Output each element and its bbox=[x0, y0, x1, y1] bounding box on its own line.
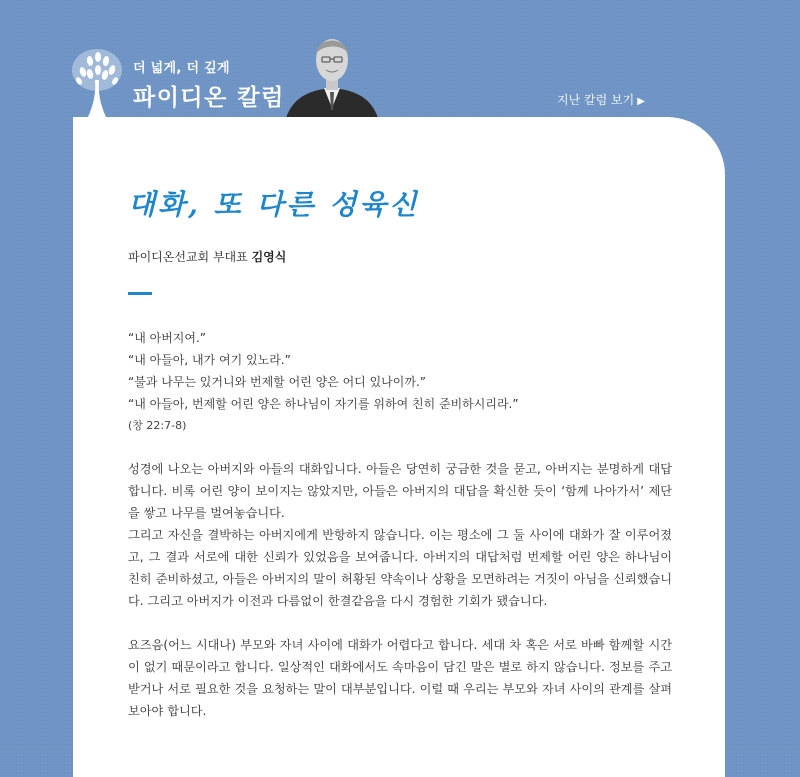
verse-line: “불과 나무는 있거니와 번제할 어린 양은 어디 있나이까.” bbox=[128, 375, 426, 389]
column-title: 파이디온 칼럼 bbox=[133, 85, 285, 111]
verse-line: “내 아버지여.” bbox=[128, 331, 207, 345]
author-name: 김영식 bbox=[251, 250, 287, 264]
verse-reference: (창 22:7-8) bbox=[128, 419, 187, 432]
verse-line: “내 아들아, 번제할 어린 양은 하나님이 자기를 위하여 친히 준비하시리라.” bbox=[128, 397, 519, 411]
triangle-right-icon: ▶ bbox=[637, 96, 645, 107]
paragraph: 그리고 자신을 결박하는 아버지에게 반항하지 않습니다. 이는 평소에 그 둘 사이에 대화가 잘 이루어졌고, 그 결과 서로에 대한 신뢰가 있었음을 보여줍니다. 아버지의 대답처럼 번제할 어린 양은 하나님이 친히 준비하셨고, 아들은 아버지의 말이 허황된 약속이나 상황을 모면하려는 거짓이 아님을 신뢰했습니다. 그리고 아버지가 이전과 다름없이 한결같음을 다시 경험한 기회가 됐습니다. bbox=[128, 528, 672, 608]
past-columns-link[interactable] bbox=[557, 91, 645, 108]
column-tagline: 더 넓게, 더 깊게 bbox=[133, 61, 230, 76]
paragraph: 요즈음(어느 시대나) 부모와 자녀 사이에 대화가 어렵다고 합니다. 세대 차 혹은 서로 바빠 함께할 시간이 없기 때문이라고 합니다. 일상적인 대화에서도 속마음이 담긴 말은 별로 하지 않습니다. 정보를 주고받거나 서로 필요한 것을 요청하는 말이 대부분입니다. 이럴 때 우리는 부모와 자녀 사이의 관계를 살펴보아야 합니다. bbox=[128, 638, 672, 718]
past-columns-label: 지난 칼럼 보기 bbox=[557, 93, 635, 107]
verse-line: “내 아들아, 내가 여기 있노라.” bbox=[128, 353, 291, 367]
article-title: 대화, 또 다른 성육신 bbox=[128, 188, 420, 221]
author-org: 파이디온선교회 부대표 bbox=[128, 250, 248, 264]
title-divider bbox=[128, 292, 152, 295]
author-portrait bbox=[286, 28, 378, 118]
scripture-quote bbox=[128, 327, 688, 437]
article-body bbox=[128, 458, 672, 722]
column-header bbox=[0, 0, 800, 120]
tree-logo-icon bbox=[70, 48, 124, 118]
article-card bbox=[73, 117, 725, 777]
paragraph: 성경에 나오는 아버지와 아들의 대화입니다. 아들은 당연히 궁금한 것을 묻고, 아버지는 분명하게 대답합니다. 비록 어린 양이 보이지는 않았지만, 아들은 아버지의 대답을 확신한 듯이 ‘함께 나아가서’ 제단을 쌓고 나무를 벌여놓습니다. bbox=[128, 462, 672, 520]
author-line bbox=[128, 248, 286, 265]
